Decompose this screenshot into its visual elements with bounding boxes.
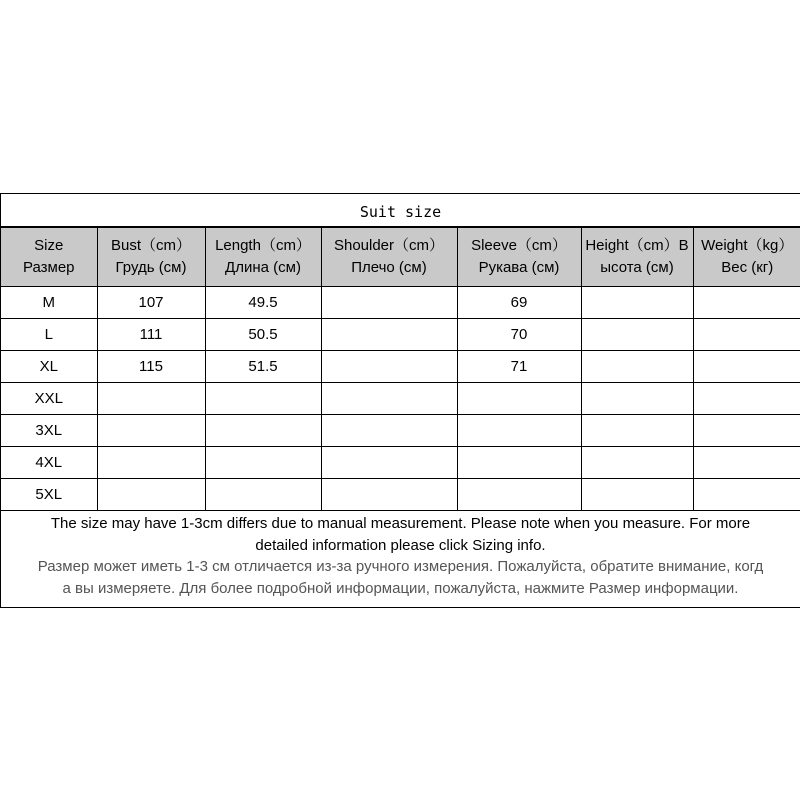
table-cell (205, 383, 321, 415)
table-cell (581, 287, 693, 319)
table-cell: 50.5 (205, 319, 321, 351)
header-shoulder: Shoulder（cm） Плечо (см) (321, 228, 457, 287)
table-row (1, 383, 800, 415)
chart-title: Suit size (1, 194, 800, 227)
table-cell (321, 351, 457, 383)
table-cell: 49.5 (205, 287, 321, 319)
table-cell (693, 479, 800, 511)
table-cell (457, 447, 581, 479)
table-cell: 107 (97, 287, 205, 319)
header-height: Height（cm）В ысота (см) (581, 228, 693, 287)
table-cell (693, 351, 800, 383)
table-cell (321, 287, 457, 319)
table-cell (321, 415, 457, 447)
table-cell (97, 383, 205, 415)
header-bust: Bust（cm） Грудь (см) (97, 228, 205, 287)
table-cell (321, 447, 457, 479)
size-cell: XL (1, 351, 97, 383)
table-cell (97, 415, 205, 447)
table-cell (457, 415, 581, 447)
table-cell (457, 383, 581, 415)
table-cell (693, 415, 800, 447)
table-cell (581, 319, 693, 351)
size-cell: 5XL (1, 479, 97, 511)
table-row (1, 287, 800, 319)
table-row (1, 447, 800, 479)
size-table (1, 227, 800, 511)
table-cell (205, 415, 321, 447)
size-cell: M (1, 287, 97, 319)
table-cell (693, 319, 800, 351)
header-row (1, 228, 800, 287)
note-en-line-1: The size may have 1-3cm differs due to manual measurement. Please note when you measure. For more (50, 515, 751, 532)
table-row (1, 479, 800, 511)
note-ru-line-2: а вы измеряете. Для более подробной информации, пожалуйста, нажмите Размер информации. (62, 579, 739, 597)
header-size: Size Размер (1, 228, 97, 287)
size-cell: L (1, 319, 97, 351)
table-cell (97, 447, 205, 479)
table-row (1, 415, 800, 447)
table-cell (693, 287, 800, 319)
table-cell: 70 (457, 319, 581, 351)
size-chart (0, 193, 800, 608)
table-cell (321, 479, 457, 511)
size-cell: 4XL (1, 447, 97, 479)
header-sleeve: Sleeve（cm） Рукава (см) (457, 228, 581, 287)
table-cell: 69 (457, 287, 581, 319)
table-cell (321, 383, 457, 415)
table-cell (205, 447, 321, 479)
table-cell (693, 383, 800, 415)
table-cell: 71 (457, 351, 581, 383)
header-length: Length（cm） Длина (см) (205, 228, 321, 287)
size-cell: 3XL (1, 415, 97, 447)
size-cell: XXL (1, 383, 97, 415)
table-cell (321, 319, 457, 351)
note-en-line-2: detailed information please click Sizing info. (255, 536, 546, 554)
table-cell (581, 383, 693, 415)
table-cell (581, 447, 693, 479)
table-cell (581, 479, 693, 511)
table-row (1, 319, 800, 351)
table-cell: 51.5 (205, 351, 321, 383)
table-cell (693, 447, 800, 479)
note-ru-line-1: Размер может иметь 1-3 см отличается из-за ручного измерения. Пожалуйста, обратите внимание, когд (37, 558, 764, 575)
table-cell (457, 479, 581, 511)
table-cell (581, 351, 693, 383)
table-cell: 111 (97, 319, 205, 351)
table-row (1, 351, 800, 383)
table-cell (97, 479, 205, 511)
table-cell (205, 479, 321, 511)
table-cell (581, 415, 693, 447)
table-cell: 115 (97, 351, 205, 383)
header-weight: Weight（kg） Вес (кг) (693, 228, 800, 287)
measurement-note (1, 511, 800, 599)
